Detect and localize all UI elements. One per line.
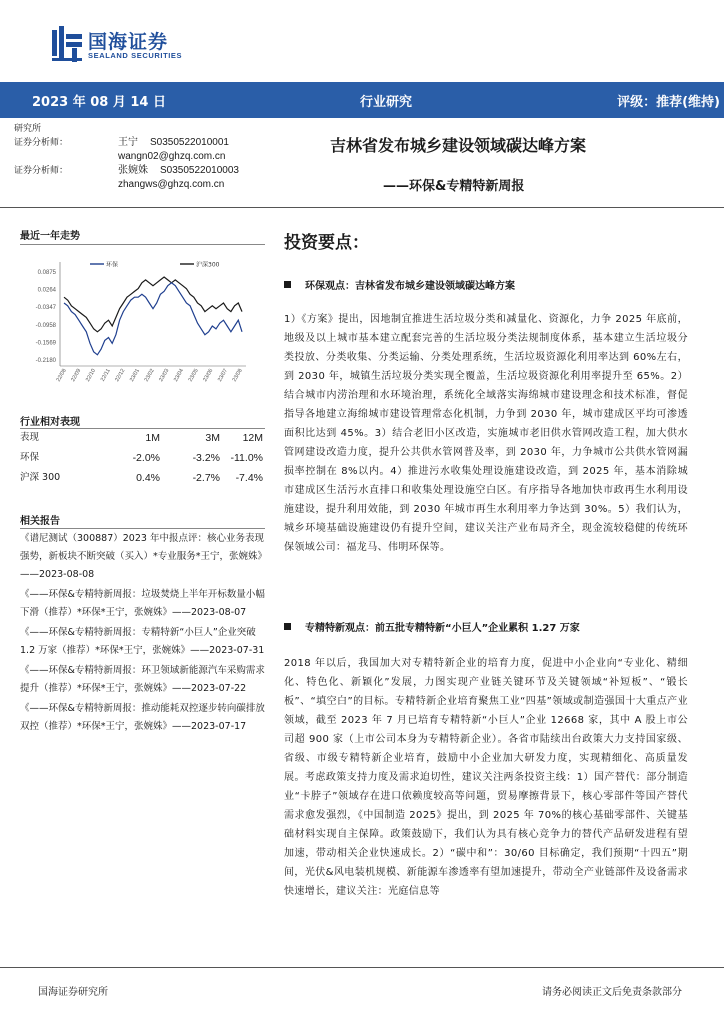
- analyst-label: 证券分析师：: [14, 166, 69, 176]
- x-tick-label: 23/06: [202, 368, 215, 383]
- brand-name-en: SEALAND SECURITIES: [88, 51, 183, 60]
- x-tick-label: 23/01: [128, 368, 142, 383]
- analyst-name: 张婉姝: [118, 165, 148, 176]
- x-tick-label: 23/04: [172, 368, 186, 383]
- report-title: 吉林省发布城乡建设领域碳达峰方案: [330, 136, 587, 155]
- x-tick-label: 23/03: [158, 368, 171, 383]
- analyst-row: [14, 136, 314, 150]
- section-title: 专精特新观点：前五批专精特新“小巨人”企业累积 1.27 万家: [305, 623, 580, 634]
- analyst-block: [14, 122, 314, 192]
- x-tick-label: 22/12: [114, 368, 127, 383]
- perf-col-header: 表现: [20, 432, 40, 443]
- x-tick-label: 23/07: [216, 368, 230, 383]
- section-body-env: 1）《方案》提出，因地制宜推进生活垃圾分类和减量化、资源化，力争 2025 年底前，地级及以上城市基本建立配套完善的生活垃圾分类法规制度体系，基本建立生活垃圾分类投放、分类收集、分类运输、分类处理系统，生活垃圾资源化利用率达到 60%左右，到 2030 年，城镇生活垃圾分类实现全覆盖，生活垃圾资源化利用率提升至 65%。2）结合城市内涝治理和水环境治理，系统化全域落实海绵城市建设理念和技术标准，督促指导各地建立海绵城市建设管理常态化机制，力争到 2030 年，城市建成区平均可渗透面积比达到 45%。3）结合老旧小区改造，实施城市老旧供水管网改造工程，加大供水管网建设改造力度，提升公共供水管网普及率，到 2030 年，力争城市公共供水管网漏损率控制在 8%以内。4）推进污水收集处理设施建设改造，到 2025 年，基本消除城市建成区生活污水直排口和收集处理设施空白区。有序指导各地加快市政再生水利用设施建设，提升利用效能，到 2030 年城市再生水利用率力争达到 30%。5）我们认为，城乡环境基础设施建设仍有提升空间，建议关注产业布局齐全，现金流较稳健的传统环保领域公司：福龙马、伟明环保等。: [284, 314, 688, 553]
- perf-cell: 0.4%: [136, 472, 160, 484]
- brand-logo: [50, 24, 210, 68]
- perf-table: [20, 428, 265, 488]
- related-report-link[interactable]: 《——环保&专精特新周报：环卫领域新能源汽车采购需求提升（推荐）*环保*王宁，张婉姝》——2023-07-22: [20, 665, 265, 694]
- y-tick-label: 0.0875: [37, 270, 56, 276]
- perf-col-header: 1M: [145, 432, 160, 444]
- analyst-row: [14, 164, 314, 178]
- analyst-name: 王宁: [118, 137, 138, 148]
- sealand-logo-icon: [50, 24, 84, 64]
- analyst-row: [14, 178, 314, 192]
- trend-chart: [20, 254, 250, 384]
- x-tick-label: 23/05: [187, 368, 200, 383]
- legend-label-env: 环保: [106, 261, 119, 269]
- table-row: [20, 468, 265, 488]
- y-tick-label: -0.0347: [35, 305, 56, 312]
- perf-cell: -11.0%: [230, 452, 263, 464]
- section-heading-sme: [284, 619, 580, 634]
- table-row: [20, 448, 265, 468]
- x-tick-label: 22/09: [70, 368, 83, 383]
- y-tick-label: -0.2180: [35, 358, 56, 364]
- related-report-link[interactable]: 《——环保&专精特新周报：推动能耗双控逐步转向碳排放双控（推荐）*环保*王宁，张婉姝》——2023-07-17: [20, 703, 265, 732]
- report-subtitle: ——环保&专精特新周报: [383, 179, 525, 194]
- key-points-heading: 投资要点：: [284, 233, 369, 253]
- trend-divider: [20, 244, 265, 245]
- related-report-link[interactable]: 《——环保&专精特新周报：垃圾焚烧上半年开标数量小幅下滑（推荐）*环保*王宁，张婉姝》——2023-08-07: [20, 589, 265, 618]
- x-tick-label: 22/10: [84, 368, 98, 383]
- brand-name-cn: 国海证券: [88, 31, 169, 53]
- related-reports: [20, 528, 265, 736]
- perf-col-header: 3M: [205, 432, 220, 444]
- header-divider: [0, 207, 724, 208]
- perf-cell: -3.2%: [192, 452, 220, 464]
- analyst-label: 证券分析师：: [14, 138, 69, 148]
- perf-cell: -2.7%: [192, 472, 220, 484]
- y-tick-label: 0.0264: [37, 287, 56, 294]
- section-body-sme: 2018 年以后，我国加大对专精特新企业的培育力度，促进中小企业向“专业化、精细化、特色化、新颖化”发展，力图实现产业链关键环节及关键领域“补短板”、“锻长板”、“填空白”的目标。专精特新企业培育聚焦工业“四基”领域或制造强国十大重点产业领域，截至 2023 年 7 月已培育专精特新“小巨人”企业 12668 家，其中 A 股上市公司超 900 家（上市公司本身为专精特新企业）。各省市陆续出台政策大力支持国家级、省级、市级专精特新企业培育，鼓励中小企业加大研发力度，实现精细化、高质量发展。考虑政策支持力度及需求迫切性，建议关注两条投资主线：1）国产替代：部分制造业“卡脖子”领域存在进口依赖度较高等问题，贸易摩擦背景下，核心零部件等国产替代需求愈发强烈，《中国制造 2025》提出，到 2025 年 70%的核心基础零部件、关键基础材料实现自主保障。政策鼓励下，我们认为具有核心竞争力的替代产品研发进程有望加速，带动相关企业快速成长。2）“碳中和”：30/60 目标确定，我们预期“十四五”期间，光伏&风电装机规模、新能源车渗透率有望加速提升，带动全产业链部件及设备需求快速增长，建议关注：光庭信息等: [284, 658, 688, 897]
- series-line-hs300: [64, 277, 242, 332]
- institute-label: 研究所: [14, 124, 42, 134]
- section-title: 环保观点：吉林省发布城乡建设领域碳达峰方案: [305, 281, 515, 292]
- section-heading-env: [284, 277, 515, 292]
- perf-header-row: [20, 428, 265, 448]
- analyst-email: zhangws@ghzq.com.cn: [118, 179, 225, 190]
- x-tick-label: 22/11: [99, 368, 112, 383]
- reports-heading: 相关报告: [20, 516, 60, 527]
- perf-cell: -7.4%: [235, 472, 263, 484]
- footer-institute: 国海证券研究所: [38, 987, 108, 998]
- square-bullet-icon: [284, 623, 291, 630]
- footer-disclaimer: 请务必阅读正文后免责条款部分: [542, 987, 682, 998]
- perf-cell: 沪深 300: [20, 472, 61, 483]
- header-banner: [0, 82, 724, 118]
- x-tick-label: 23/02: [143, 368, 156, 383]
- related-report-link[interactable]: 《——环保&专精特新周报：专精特新“小巨人”企业突破 1.2 万家（推荐）*环保*王宁，张婉姝》——2023-07-31: [20, 627, 265, 656]
- x-tick-label: 22/08: [55, 368, 68, 383]
- legend-label-hs300: 沪深300: [196, 261, 220, 269]
- analyst-code: S0350522010001: [150, 137, 229, 148]
- series-line-env: [64, 283, 242, 355]
- x-tick-label: 23/08: [231, 368, 244, 383]
- perf-cell: -2.0%: [132, 452, 160, 464]
- square-bullet-icon: [284, 281, 291, 288]
- report-date: 2023 年 08 月 14 日: [32, 95, 166, 110]
- trend-heading: 最近一年走势: [20, 231, 80, 242]
- analyst-row: [14, 150, 314, 164]
- perf-heading: 行业相对表现: [20, 417, 80, 428]
- perf-col-header: 12M: [242, 432, 263, 444]
- report-type: 行业研究: [360, 95, 413, 110]
- y-tick-label: -0.1569: [35, 340, 56, 347]
- perf-cell: 环保: [20, 452, 40, 463]
- trend-chart-svg: [20, 254, 250, 384]
- y-tick-label: -0.0958: [35, 322, 56, 329]
- analyst-code: S0350522010003: [160, 165, 239, 176]
- related-report-link[interactable]: 《谱尼测试（300887）2023 年中报点评：核心业务表现强势，新板块不断突破（买入）*专业服务*王宁，张婉姝》——2023-08-08: [20, 533, 264, 580]
- footer-divider: [0, 967, 724, 968]
- analyst-email: wangn02@ghzq.com.cn: [118, 151, 226, 162]
- report-rating: 评级：推荐(维持): [617, 95, 720, 110]
